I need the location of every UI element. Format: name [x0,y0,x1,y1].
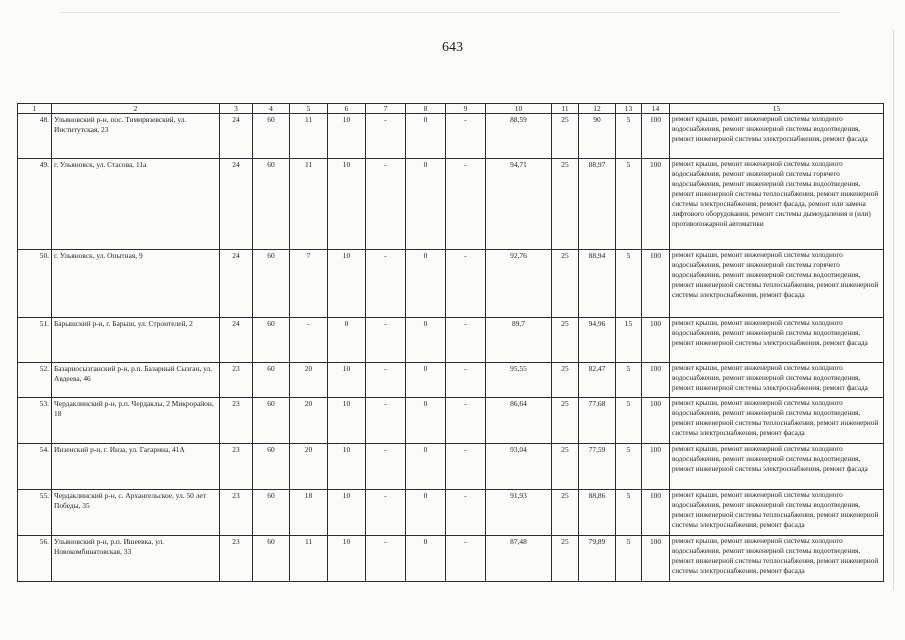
value-cell: 100 [642,114,670,159]
value-cell: - [446,318,486,363]
row-number: 48. [18,114,52,159]
scan-artifact [60,12,840,13]
value-cell: 100 [642,536,670,582]
value-cell: 82,47 [579,363,616,398]
column-header: 11 [552,104,579,114]
value-cell: 0 [406,363,446,398]
table-row [18,398,884,444]
value-cell: 0 [406,250,446,318]
value-cell: 5 [616,536,642,582]
address-cell: Ульяновский р-н, пос. Тимирязевский, ул. Институтская, 23 [52,114,220,159]
value-cell: 60 [253,114,290,159]
value-cell: 0 [406,536,446,582]
column-header: 2 [52,104,220,114]
value-cell: - [446,159,486,250]
value-cell: 77,68 [579,398,616,444]
column-header: 1 [18,104,52,114]
table-row [18,114,884,159]
value-cell: 25 [552,444,579,490]
works-list-cell: ремонт крыши, ремонт инженерной системы холодного водоснабжения, ремонт инженерной системы водоотведения, ремонт инженерной системы теплоснабжения, ремонт инженерной системы электроснабжения, ремонт фасада [670,490,884,536]
value-cell: 25 [552,318,579,363]
value-cell: 25 [552,398,579,444]
row-number: 55. [18,490,52,536]
value-cell: 100 [642,318,670,363]
address-cell: Чердаклинский р-н, р.п. Чердаклы, 2 Микрорайон, 18 [52,398,220,444]
page-number: 643 [442,40,463,55]
value-cell: 60 [253,363,290,398]
column-header: 5 [290,104,328,114]
value-cell: 5 [616,250,642,318]
value-cell: 60 [253,159,290,250]
value-cell: 5 [616,159,642,250]
table-row [18,490,884,536]
address-cell: Чердаклинский р-н, с. Архангельское, ул. 50 лет Победы, 35 [52,490,220,536]
column-header: 4 [253,104,290,114]
value-cell: 25 [552,490,579,536]
value-cell: 90 [579,114,616,159]
column-header: 13 [616,104,642,114]
row-number: 53. [18,398,52,444]
row-number: 51. [18,318,52,363]
row-number: 49. [18,159,52,250]
value-cell: 24 [220,318,253,363]
value-cell: 0 [406,114,446,159]
value-cell: 5 [616,444,642,490]
value-cell: 20 [290,398,328,444]
value-cell: 10 [328,159,366,250]
value-cell: 100 [642,363,670,398]
value-cell: - [366,114,406,159]
value-cell: 20 [290,363,328,398]
works-list-cell: ремонт крыши, ремонт инженерной системы холодного водоснабжения, ремонт инженерной системы горячего водоснабжения, ремонт инженерной системы водоотведения, ремонт инженерной системы теплоснабжения, ремонт инженерной системы электроснабжения, ремонт фасада [670,250,884,318]
address-cell: Барышский р-н, г. Барыш, ул. Строителей, 2 [52,318,220,363]
row-number: 50. [18,250,52,318]
value-cell: 23 [220,490,253,536]
value-cell: 77,59 [579,444,616,490]
value-cell: 100 [642,444,670,490]
table-row [18,363,884,398]
column-header: 12 [579,104,616,114]
value-cell: 7 [290,250,328,318]
value-cell: 10 [328,536,366,582]
value-cell: 86,64 [486,398,552,444]
works-list-cell: ремонт крыши, ремонт инженерной системы холодного водоснабжения, ремонт инженерной системы водоотведения, ремонт инженерной системы электроснабжения, ремонт фасада [670,318,884,363]
value-cell: 5 [616,398,642,444]
value-cell: 11 [290,159,328,250]
value-cell: 88,59 [486,114,552,159]
value-cell: - [446,114,486,159]
value-cell: 0 [406,318,446,363]
value-cell: 15 [616,318,642,363]
value-cell: 11 [290,114,328,159]
value-cell: 24 [220,114,253,159]
value-cell: - [366,490,406,536]
value-cell: 10 [328,250,366,318]
table-row [18,250,884,318]
value-cell: 60 [253,250,290,318]
table-row [18,536,884,582]
value-cell: - [290,318,328,363]
value-cell: 25 [552,250,579,318]
value-cell: 25 [552,114,579,159]
column-header: 3 [220,104,253,114]
column-header: 10 [486,104,552,114]
value-cell: 0 [328,318,366,363]
value-cell: 92,76 [486,250,552,318]
address-cell: г. Ульяновск, ул. Опытная, 9 [52,250,220,318]
value-cell: 23 [220,444,253,490]
value-cell: - [446,250,486,318]
value-cell: 10 [328,490,366,536]
value-cell: - [366,250,406,318]
address-cell: Базарносызганский р-н, р.п. Базарный Сызган, ул. Авдеева, 46 [52,363,220,398]
address-cell: Инзенский р-н, г. Инза, ул. Гагарина, 41А [52,444,220,490]
table-row [18,444,884,490]
column-header: 7 [366,104,406,114]
table-row [18,159,884,250]
value-cell: 23 [220,536,253,582]
works-list-cell: ремонт крыши, ремонт инженерной системы холодного водоснабжения, ремонт инженерной системы водоотведения, ремонт инженерной системы электроснабжения, ремонт фасада [670,363,884,398]
value-cell: 5 [616,363,642,398]
value-cell: 5 [616,490,642,536]
value-cell: 0 [406,444,446,490]
value-cell: 100 [642,250,670,318]
value-cell: 60 [253,444,290,490]
works-list-cell: ремонт крыши, ремонт инженерной системы холодного водоснабжения, ремонт инженерной системы горячего водоснабжения, ремонт инженерной системы водоотведения, ремонт инженерной системы теплоснабжения, ремонт инженерной системы электроснабжения, ремонт фасада, ремонт или замена лифтового оборудования, ремонт системы дымоудаления и (или) противопожарной автоматики [670,159,884,250]
value-cell: - [366,318,406,363]
value-cell: - [366,444,406,490]
value-cell: 0 [406,490,446,536]
value-cell: - [446,444,486,490]
value-cell: 87,48 [486,536,552,582]
value-cell: 20 [290,444,328,490]
value-cell: 94,96 [579,318,616,363]
value-cell: 10 [328,114,366,159]
value-cell: - [446,536,486,582]
value-cell: 23 [220,363,253,398]
value-cell: 100 [642,398,670,444]
value-cell: 95,55 [486,363,552,398]
table-body [18,104,884,582]
value-cell: 25 [552,363,579,398]
column-header: 6 [328,104,366,114]
value-cell: 60 [253,490,290,536]
value-cell: 94,71 [486,159,552,250]
value-cell: 0 [406,159,446,250]
value-cell: 93,04 [486,444,552,490]
value-cell: 11 [290,536,328,582]
value-cell: 10 [328,363,366,398]
value-cell: - [446,490,486,536]
works-list-cell: ремонт крыши, ремонт инженерной системы холодного водоснабжения, ремонт инженерной системы водоотведения, ремонт инженерной системы теплоснабжения, ремонт инженерной системы электроснабжения, ремонт фасада [670,536,884,582]
column-header: 14 [642,104,670,114]
value-cell: 100 [642,490,670,536]
value-cell: 5 [616,114,642,159]
value-cell: 10 [328,444,366,490]
row-number: 54. [18,444,52,490]
value-cell: 25 [552,159,579,250]
value-cell: 24 [220,250,253,318]
address-cell: Ульяновский р-н, р.п. Ишеевка, ул. Новокомбинатовская, 33 [52,536,220,582]
value-cell: 18 [290,490,328,536]
column-header: 8 [406,104,446,114]
value-cell: 10 [328,398,366,444]
value-cell: 23 [220,398,253,444]
value-cell: 25 [552,536,579,582]
address-cell: г. Ульяновск, ул. Стасова, 11а [52,159,220,250]
value-cell: 60 [253,536,290,582]
works-list-cell: ремонт крыши, ремонт инженерной системы холодного водоснабжения, ремонт инженерной системы водоотведения, ремонт инженерной системы электроснабжения, ремонт фасада [670,114,884,159]
row-number: 52. [18,363,52,398]
scan-artifact [893,30,894,590]
value-cell: 60 [253,398,290,444]
column-number-row [18,104,884,114]
repair-program-table [17,103,884,582]
value-cell: - [366,159,406,250]
value-cell: - [366,536,406,582]
value-cell: 88,94 [579,250,616,318]
value-cell: 24 [220,159,253,250]
value-cell: - [446,363,486,398]
value-cell: 88,86 [579,490,616,536]
value-cell: - [366,398,406,444]
value-cell: 100 [642,159,670,250]
value-cell: - [366,363,406,398]
column-header: 15 [670,104,884,114]
value-cell: 0 [406,398,446,444]
value-cell: 60 [253,318,290,363]
column-header: 9 [446,104,486,114]
value-cell: 88,97 [579,159,616,250]
value-cell: 91,93 [486,490,552,536]
works-list-cell: ремонт крыши, ремонт инженерной системы холодного водоснабжения, ремонт инженерной системы водоотведения, ремонт инженерной системы электроснабжения, ремонт фасада [670,444,884,490]
value-cell: 89,7 [486,318,552,363]
value-cell: - [446,398,486,444]
works-list-cell: ремонт крыши, ремонт инженерной системы холодного водоснабжения, ремонт инженерной системы водоотведения, ремонт инженерной системы теплоснабжения, ремонт инженерной системы электроснабжения, ремонт фасада [670,398,884,444]
row-number: 56. [18,536,52,582]
table-row [18,318,884,363]
value-cell: 79,89 [579,536,616,582]
